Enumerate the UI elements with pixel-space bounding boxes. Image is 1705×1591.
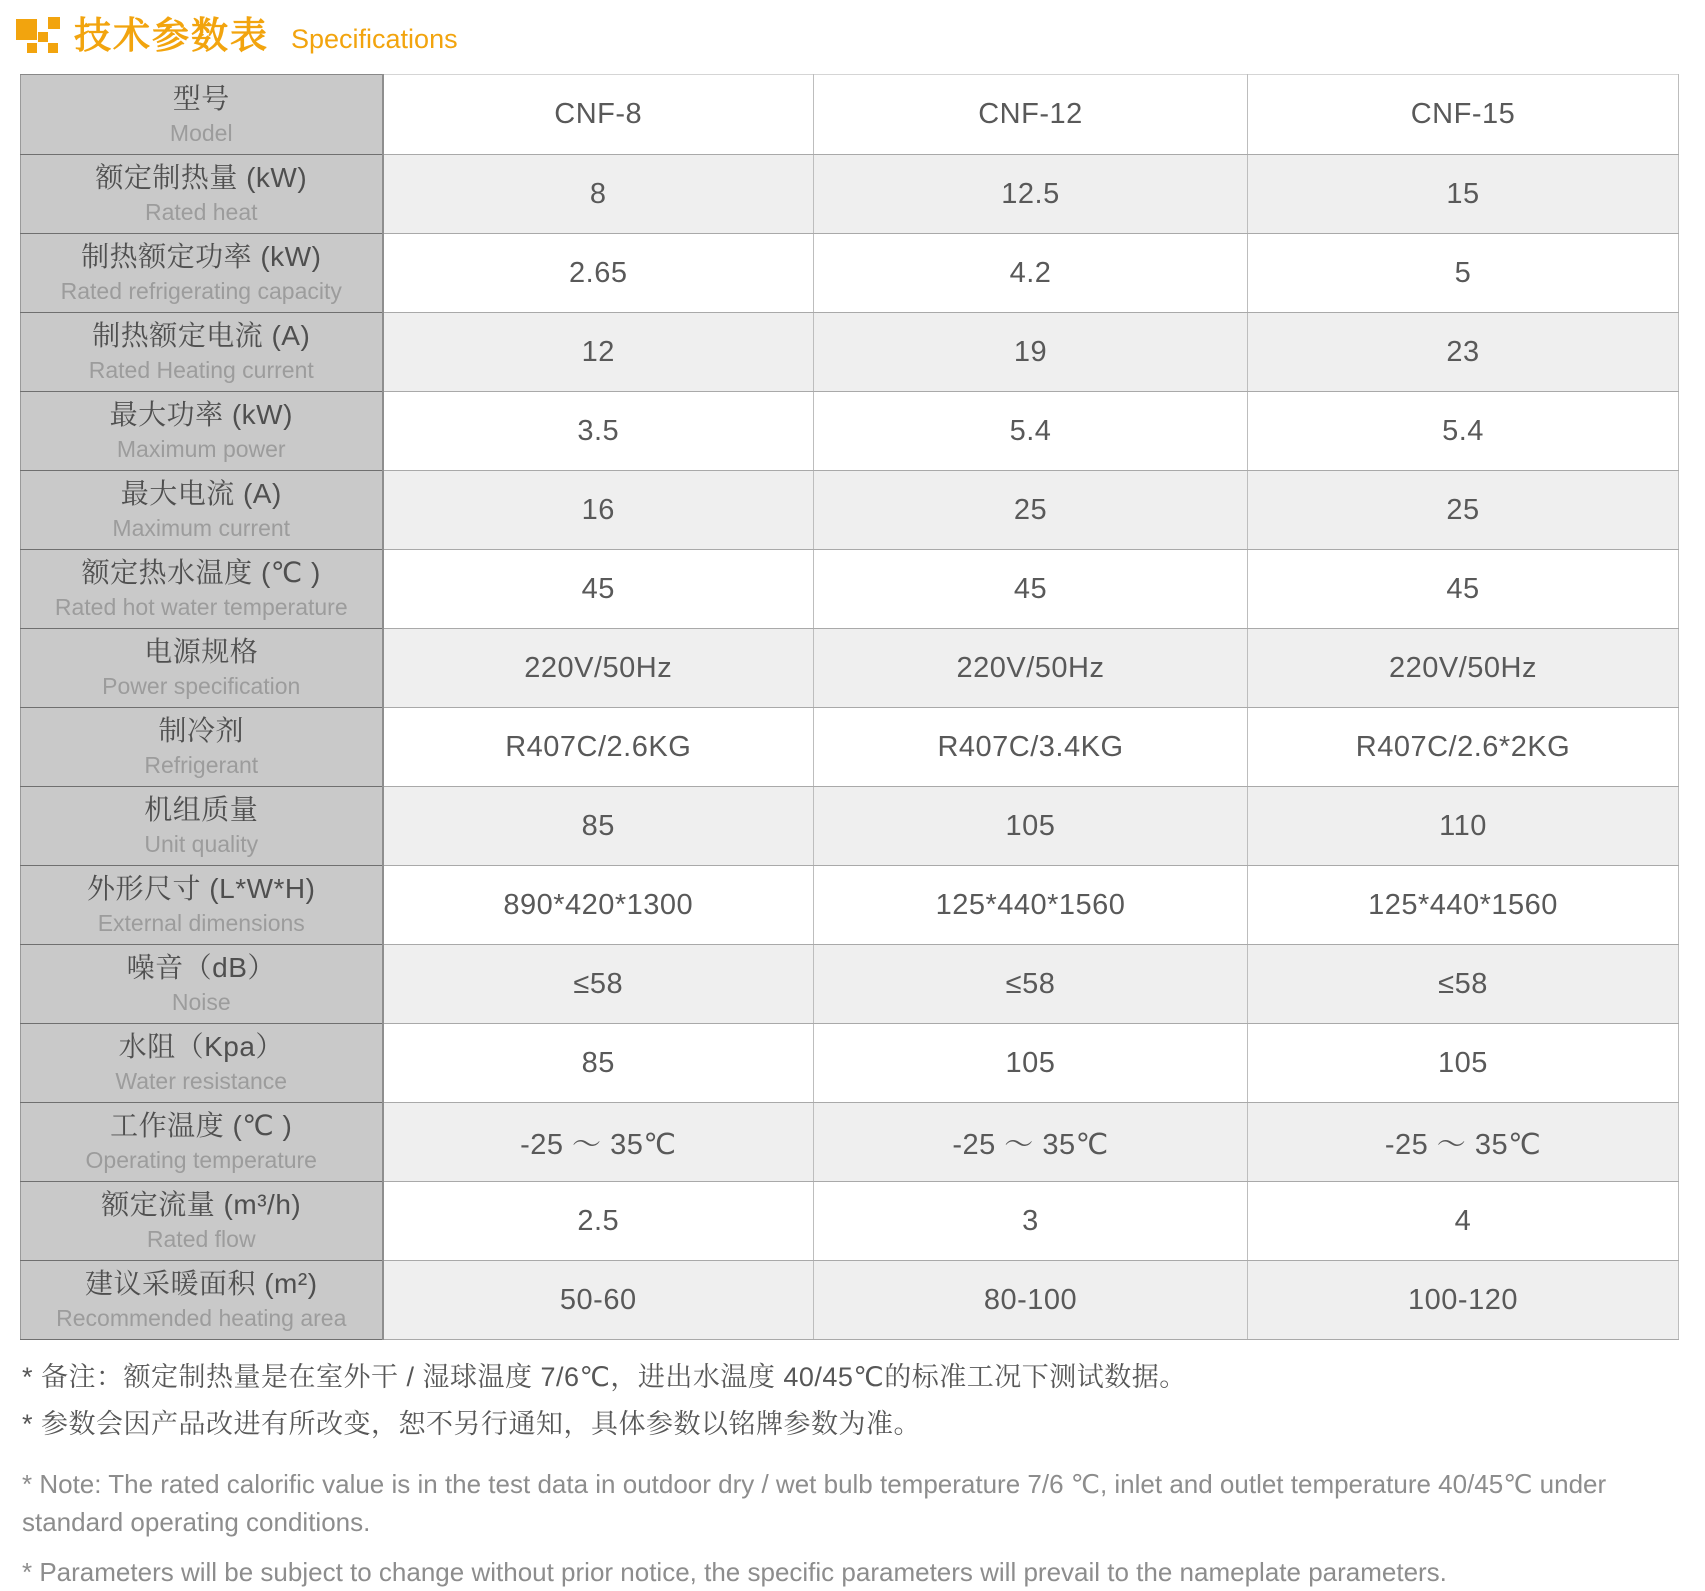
model-name-cell: CNF-15 <box>1248 75 1679 155</box>
row-label-en: Recommended heating area <box>56 1305 347 1331</box>
table-row <box>21 550 1679 629</box>
spec-value-cell: ≤58 <box>1248 945 1679 1024</box>
spec-row-label <box>21 1182 383 1261</box>
spec-value-cell: 45 <box>383 550 814 629</box>
spec-value-cell: 5.4 <box>1248 392 1679 471</box>
spec-value-cell: 25 <box>814 471 1248 550</box>
spec-value-cell: 3.5 <box>383 392 814 471</box>
note-en-1: * Note: The rated calorific value is in the test data in outdoor dry / wet bulb temperature 7/6 ℃, inlet and outlet temperature 40/45℃ under standard operating conditions. <box>22 1469 1607 1537</box>
spec-row-label <box>21 708 383 787</box>
spec-row-label <box>21 550 383 629</box>
row-label-cn: 最大功率 (kW) <box>109 399 293 431</box>
row-label-en: Rated refrigerating capacity <box>60 278 342 304</box>
spec-value-cell: 2.5 <box>383 1182 814 1261</box>
spec-value-cell: 4 <box>1248 1182 1679 1261</box>
spec-value-cell: 105 <box>814 1024 1248 1103</box>
page-title <box>0 0 1705 60</box>
row-label-cn: 最大电流 (A) <box>120 478 282 510</box>
spec-value-cell: 220V/50Hz <box>383 629 814 708</box>
spec-row-label <box>21 155 383 234</box>
spec-row-label <box>21 234 383 313</box>
spec-value-cell: 105 <box>1248 1024 1679 1103</box>
spec-value-cell: -25 ～ 35℃ <box>383 1103 814 1182</box>
row-label-en: Power specification <box>102 673 301 699</box>
spec-row-label <box>21 629 383 708</box>
row-label-en: Noise <box>171 989 231 1015</box>
spec-value-cell: 19 <box>814 313 1248 392</box>
spec-value-cell: 105 <box>814 787 1248 866</box>
row-label-cn: 额定流量 (m³/h) <box>101 1189 302 1221</box>
page-title-cn: 技术参数表 <box>74 14 269 56</box>
table-row <box>21 629 1679 708</box>
spec-row-label <box>21 471 383 550</box>
row-label-cn: 建议采暖面积 (m²) <box>84 1268 318 1300</box>
row-label-cn: 额定热水温度 (℃ ) <box>81 557 321 589</box>
row-label-en: Unit quality <box>144 831 259 857</box>
row-label-cn: 工作温度 (℃ ) <box>110 1110 293 1142</box>
spec-row-label <box>21 392 383 471</box>
spec-value-cell: R407C/2.6KG <box>383 708 814 787</box>
table-row <box>21 392 1679 471</box>
note-cn-2: * 参数会因产品改进有所改变，恕不另行通知，具体参数以铭牌参数为准。 <box>22 1409 922 1440</box>
model-name-cell: CNF-8 <box>383 75 814 155</box>
spec-value-cell: 16 <box>383 471 814 550</box>
spec-row-label <box>21 1103 383 1182</box>
model-label-cn: 型号 <box>172 82 230 114</box>
spec-value-cell: 5.4 <box>814 392 1248 471</box>
spec-value-cell: 12.5 <box>814 155 1248 234</box>
spec-value-cell: 220V/50Hz <box>1248 629 1679 708</box>
row-label-en: Operating temperature <box>85 1147 317 1173</box>
spec-value-cell: 45 <box>814 550 1248 629</box>
row-label-en: Rated hot water temperature <box>54 594 348 620</box>
spec-value-cell: R407C/2.6*2KG <box>1248 708 1679 787</box>
row-label-en: Rated heat <box>144 199 258 225</box>
spec-row-label <box>21 1261 383 1340</box>
spec-value-cell: 50-60 <box>383 1261 814 1340</box>
spec-value-cell: R407C/3.4KG <box>814 708 1248 787</box>
spec-row-label <box>21 787 383 866</box>
spec-value-cell: 45 <box>1248 550 1679 629</box>
note-en-2: * Parameters will be subject to change without prior notice, the specific parameters will prevail to the nameplate parameters. <box>22 1556 1447 1587</box>
spec-value-cell: 220V/50Hz <box>814 629 1248 708</box>
row-label-en: Rated flow <box>146 1226 256 1252</box>
row-label-en: Rated Heating current <box>88 357 314 383</box>
table-row <box>21 787 1679 866</box>
spec-value-cell: 4.2 <box>814 234 1248 313</box>
specifications-table <box>20 74 1679 1340</box>
spec-value-cell: 3 <box>814 1182 1248 1261</box>
row-label-cn: 机组质量 <box>144 794 259 826</box>
row-label-cn: 噪音（dB） <box>126 952 276 984</box>
spec-value-cell: 110 <box>1248 787 1679 866</box>
row-label-en: Maximum current <box>112 515 291 541</box>
spec-value-cell: -25 ～ 35℃ <box>814 1103 1248 1182</box>
model-label-en: Model <box>169 119 233 146</box>
checkered-squares-icon <box>16 12 62 58</box>
spec-value-cell: 125*440*1560 <box>814 866 1248 945</box>
row-label-cn: 水阻（Kpa） <box>118 1031 284 1063</box>
spec-value-cell: 5 <box>1248 234 1679 313</box>
table-row <box>21 866 1679 945</box>
spec-value-cell: 23 <box>1248 313 1679 392</box>
model-header-cell <box>21 75 383 155</box>
row-label-cn: 制热额定功率 (kW) <box>81 241 322 273</box>
spec-value-cell: 12 <box>383 313 814 392</box>
model-name-cell: CNF-12 <box>814 75 1248 155</box>
row-label-cn: 制冷剂 <box>158 715 244 747</box>
spec-value-cell: 100-120 <box>1248 1261 1679 1340</box>
spec-value-cell: ≤58 <box>814 945 1248 1024</box>
row-label-cn: 额定制热量 (kW) <box>95 162 308 194</box>
table-header-row <box>21 75 1679 155</box>
table-row <box>21 1261 1679 1340</box>
table-row <box>21 708 1679 787</box>
spec-value-cell: ≤58 <box>383 945 814 1024</box>
table-row <box>21 471 1679 550</box>
spec-value-cell: 85 <box>383 1024 814 1103</box>
spec-value-cell: 15 <box>1248 155 1679 234</box>
spec-row-label <box>21 313 383 392</box>
spec-row-label <box>21 866 383 945</box>
spec-value-cell: -25 ～ 35℃ <box>1248 1103 1679 1182</box>
row-label-en: External dimensions <box>97 910 305 936</box>
spec-value-cell: 2.65 <box>383 234 814 313</box>
table-row <box>21 1103 1679 1182</box>
spec-value-cell: 80-100 <box>814 1261 1248 1340</box>
row-label-cn: 制热额定电流 (A) <box>92 320 311 352</box>
table-row <box>21 945 1679 1024</box>
spec-value-cell: 125*440*1560 <box>1248 866 1679 945</box>
table-row <box>21 155 1679 234</box>
table-row <box>21 234 1679 313</box>
spec-value-cell: 890*420*1300 <box>383 866 814 945</box>
note-cn-1: * 备注：额定制热量是在室外干 / 湿球温度 7/6℃，进出水温度 40/45℃的标准工况下测试数据。 <box>22 1362 1187 1392</box>
row-label-cn: 外形尺寸 (L*W*H) <box>87 873 316 905</box>
table-row <box>21 1024 1679 1103</box>
spec-value-cell: 85 <box>383 787 814 866</box>
row-label-en: Refrigerant <box>144 752 259 778</box>
spec-value-cell: 8 <box>383 155 814 234</box>
row-label-cn: 电源规格 <box>144 636 259 668</box>
spec-row-label <box>21 945 383 1024</box>
footnotes <box>22 1358 1675 1591</box>
table-row <box>21 313 1679 392</box>
spec-row-label <box>21 1024 383 1103</box>
row-label-en: Maximum power <box>116 436 286 462</box>
spec-value-cell: 25 <box>1248 471 1679 550</box>
row-label-en: Water resistance <box>115 1068 288 1094</box>
page-title-en: Specifications <box>291 23 458 54</box>
table-row <box>21 1182 1679 1261</box>
